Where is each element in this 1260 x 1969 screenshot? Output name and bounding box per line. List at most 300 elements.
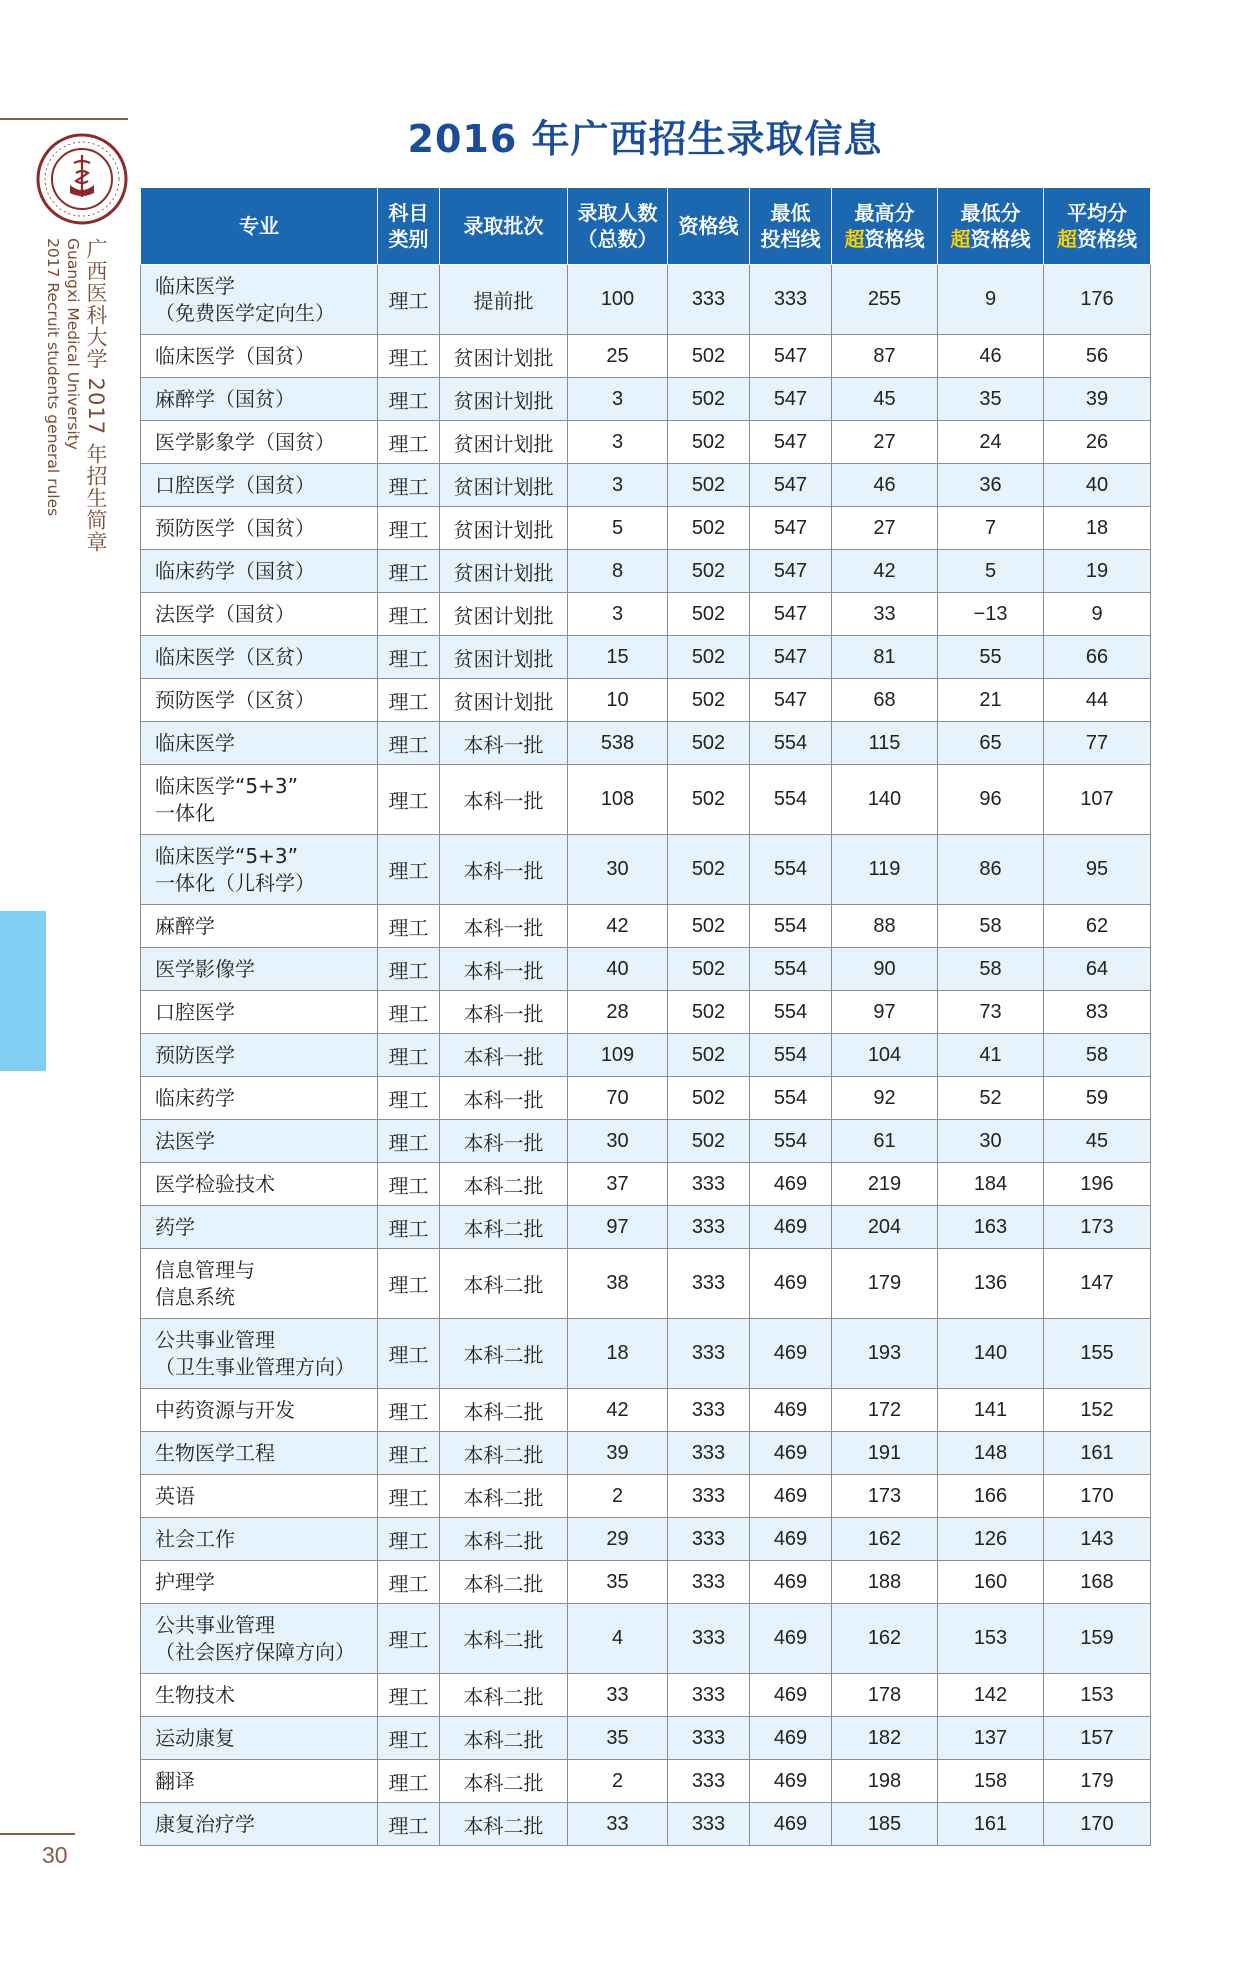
cell-qual: 502 (668, 464, 750, 507)
cell-low: 137 (938, 1717, 1044, 1760)
cell-major (141, 1120, 378, 1163)
cell-min: 554 (750, 722, 832, 765)
cell-count: 3 (568, 378, 668, 421)
cell-qual: 502 (668, 335, 750, 378)
table-row (141, 1432, 1151, 1475)
table-header-row (141, 188, 1151, 265)
cell-avg: 18 (1044, 507, 1151, 550)
cell-qual: 502 (668, 421, 750, 464)
cell-max: 81 (832, 636, 938, 679)
cell-avg: 44 (1044, 679, 1151, 722)
cell-qual: 502 (668, 1034, 750, 1077)
cell-min: 547 (750, 593, 832, 636)
cell-max: 87 (832, 335, 938, 378)
cell-max: 88 (832, 905, 938, 948)
cell-cat: 理工 (378, 265, 440, 335)
cell-avg: 152 (1044, 1389, 1151, 1432)
cell-low: 136 (938, 1249, 1044, 1319)
cell-batch: 本科一批 (440, 1120, 568, 1163)
cell-min: 554 (750, 1120, 832, 1163)
cell-max: 179 (832, 1249, 938, 1319)
cell-count: 10 (568, 679, 668, 722)
cell-avg: 58 (1044, 1034, 1151, 1077)
side-caption (44, 238, 108, 553)
cell-qual: 333 (668, 1475, 750, 1518)
cell-cat: 理工 (378, 1206, 440, 1249)
cell-batch: 本科二批 (440, 1163, 568, 1206)
cell-major (141, 679, 378, 722)
cell-min: 469 (750, 1206, 832, 1249)
header-min-line: 最低 投档线 (750, 188, 832, 265)
cell-min: 469 (750, 1604, 832, 1674)
cell-major (141, 265, 378, 335)
cell-count: 33 (568, 1674, 668, 1717)
header-batch: 录取批次 (440, 188, 568, 265)
cell-avg: 56 (1044, 335, 1151, 378)
cell-avg: 176 (1044, 265, 1151, 335)
cell-batch: 本科一批 (440, 765, 568, 835)
major-line-1: 临床药学（国贫） (155, 558, 315, 583)
cell-low: 166 (938, 1475, 1044, 1518)
cell-count: 28 (568, 991, 668, 1034)
cell-batch: 贫困计划批 (440, 679, 568, 722)
cell-low: 52 (938, 1077, 1044, 1120)
cell-max: 45 (832, 378, 938, 421)
cell-count: 35 (568, 1717, 668, 1760)
major-line-1: 运动康复 (155, 1725, 235, 1750)
cell-batch: 本科二批 (440, 1389, 568, 1432)
cell-min: 469 (750, 1475, 832, 1518)
cell-batch: 贫困计划批 (440, 378, 568, 421)
cell-cat: 理工 (378, 765, 440, 835)
cell-cat: 理工 (378, 636, 440, 679)
major-line-1: 翻译 (155, 1768, 195, 1793)
table-row (141, 835, 1151, 905)
major-line-1: 临床医学“5+3” (155, 843, 298, 868)
cell-avg: 40 (1044, 464, 1151, 507)
cell-avg: 155 (1044, 1319, 1151, 1389)
cell-major (141, 1432, 378, 1475)
major-line-1: 法医学（国贫） (155, 601, 295, 626)
cell-cat: 理工 (378, 1475, 440, 1518)
major-line-1: 医学检验技术 (155, 1171, 275, 1196)
cell-max: 140 (832, 765, 938, 835)
major-line-1: 法医学 (155, 1128, 215, 1153)
cell-count: 3 (568, 593, 668, 636)
cell-avg: 64 (1044, 948, 1151, 991)
cell-batch: 本科二批 (440, 1206, 568, 1249)
cell-count: 35 (568, 1561, 668, 1604)
table-row (141, 265, 1151, 335)
table-row (141, 464, 1151, 507)
table-row (141, 905, 1151, 948)
table-row (141, 1249, 1151, 1319)
cell-major (141, 991, 378, 1034)
cell-major (141, 1674, 378, 1717)
cell-avg: 39 (1044, 378, 1151, 421)
cell-avg: 77 (1044, 722, 1151, 765)
cell-max: 61 (832, 1120, 938, 1163)
cell-cat: 理工 (378, 1674, 440, 1717)
top-rule (0, 118, 128, 120)
cell-min: 547 (750, 507, 832, 550)
cell-max: 162 (832, 1604, 938, 1674)
cell-count: 40 (568, 948, 668, 991)
cell-avg: 26 (1044, 421, 1151, 464)
side-caption-en1: Guangxi Medical University (64, 238, 82, 450)
major-line-1: 生物技术 (155, 1682, 235, 1707)
cell-min: 469 (750, 1163, 832, 1206)
cell-qual: 333 (668, 1319, 750, 1389)
cell-major (141, 1389, 378, 1432)
cell-qual: 333 (668, 1206, 750, 1249)
major-line-1: 社会工作 (155, 1526, 235, 1551)
cell-major (141, 835, 378, 905)
cell-max: 33 (832, 593, 938, 636)
cell-min: 547 (750, 378, 832, 421)
cell-low: 7 (938, 507, 1044, 550)
cell-low: 184 (938, 1163, 1044, 1206)
major-line-1: 预防医学（国贫） (155, 515, 315, 540)
cell-count: 15 (568, 636, 668, 679)
table-row (141, 335, 1151, 378)
major-line-1: 临床医学（国贫） (155, 343, 315, 368)
major-line-1: 临床医学（区贫） (155, 644, 315, 669)
cell-major (141, 1249, 378, 1319)
cell-cat: 理工 (378, 421, 440, 464)
cell-max: 27 (832, 507, 938, 550)
cell-avg: 168 (1044, 1561, 1151, 1604)
major-line-1: 药学 (155, 1214, 195, 1239)
cell-qual: 502 (668, 991, 750, 1034)
admission-table (140, 187, 1151, 1846)
cell-max: 27 (832, 421, 938, 464)
cell-cat: 理工 (378, 1120, 440, 1163)
major-line-1: 中药资源与开发 (155, 1397, 295, 1422)
cell-count: 18 (568, 1319, 668, 1389)
cell-max: 68 (832, 679, 938, 722)
cell-cat: 理工 (378, 835, 440, 905)
table-row (141, 421, 1151, 464)
cell-qual: 502 (668, 593, 750, 636)
major-line-1: 临床医学 (155, 273, 235, 298)
cell-batch: 贫困计划批 (440, 421, 568, 464)
cell-max: 193 (832, 1319, 938, 1389)
cell-max: 255 (832, 265, 938, 335)
cell-count: 5 (568, 507, 668, 550)
cell-major (141, 1206, 378, 1249)
cell-major (141, 905, 378, 948)
cell-min: 547 (750, 636, 832, 679)
cell-count: 25 (568, 335, 668, 378)
cell-major (141, 335, 378, 378)
cell-max: 191 (832, 1432, 938, 1475)
cell-max: 90 (832, 948, 938, 991)
cell-max: 97 (832, 991, 938, 1034)
table-row (141, 1034, 1151, 1077)
cell-avg: 179 (1044, 1760, 1151, 1803)
cell-low: 35 (938, 378, 1044, 421)
cell-max: 173 (832, 1475, 938, 1518)
cell-min: 469 (750, 1717, 832, 1760)
cell-batch: 本科一批 (440, 905, 568, 948)
cell-cat: 理工 (378, 507, 440, 550)
cell-major (141, 1319, 378, 1389)
cell-min: 547 (750, 679, 832, 722)
cell-qual: 502 (668, 765, 750, 835)
header-low-score: 最低分 超资格线 (938, 188, 1044, 265)
cell-cat: 理工 (378, 1803, 440, 1846)
cell-avg: 196 (1044, 1163, 1151, 1206)
major-line-1: 预防医学（区贫） (155, 687, 315, 712)
cell-avg: 153 (1044, 1674, 1151, 1717)
cell-min: 547 (750, 464, 832, 507)
cell-count: 2 (568, 1475, 668, 1518)
cell-avg: 45 (1044, 1120, 1151, 1163)
cell-low: 58 (938, 905, 1044, 948)
cell-count: 30 (568, 835, 668, 905)
cell-avg: 147 (1044, 1249, 1151, 1319)
cell-major (141, 421, 378, 464)
cell-cat: 理工 (378, 378, 440, 421)
cell-cat: 理工 (378, 1389, 440, 1432)
side-caption-cn: 广西医科大学 2017 年招生简章 (84, 238, 108, 553)
cell-min: 547 (750, 335, 832, 378)
table-row (141, 1389, 1151, 1432)
cell-avg: 83 (1044, 991, 1151, 1034)
cell-cat: 理工 (378, 1760, 440, 1803)
cell-batch: 本科二批 (440, 1561, 568, 1604)
cell-min: 554 (750, 1077, 832, 1120)
cell-batch: 本科二批 (440, 1803, 568, 1846)
cell-max: 219 (832, 1163, 938, 1206)
cell-batch: 本科一批 (440, 1034, 568, 1077)
cell-count: 8 (568, 550, 668, 593)
table-row (141, 1717, 1151, 1760)
cell-max: 172 (832, 1389, 938, 1432)
table-row (141, 550, 1151, 593)
cell-avg: 107 (1044, 765, 1151, 835)
cell-cat: 理工 (378, 1077, 440, 1120)
cell-cat: 理工 (378, 1432, 440, 1475)
cell-low: 46 (938, 335, 1044, 378)
major-line-2: 一体化（儿科学） (155, 870, 315, 895)
cell-batch: 本科一批 (440, 948, 568, 991)
cell-count: 39 (568, 1432, 668, 1475)
major-line-1: 临床药学 (155, 1085, 235, 1110)
cell-max: 115 (832, 722, 938, 765)
cell-min: 554 (750, 948, 832, 991)
table-row (141, 636, 1151, 679)
major-line-1: 医学影像学 (155, 956, 255, 981)
cell-batch: 本科一批 (440, 991, 568, 1034)
cell-qual: 502 (668, 507, 750, 550)
cell-count: 33 (568, 1803, 668, 1846)
cell-min: 554 (750, 765, 832, 835)
cell-low: −13 (938, 593, 1044, 636)
cell-major (141, 1561, 378, 1604)
cell-qual: 502 (668, 835, 750, 905)
cell-max: 46 (832, 464, 938, 507)
cell-min: 554 (750, 835, 832, 905)
table-row (141, 378, 1151, 421)
cell-count: 97 (568, 1206, 668, 1249)
cell-qual: 502 (668, 722, 750, 765)
cell-qual: 502 (668, 905, 750, 948)
cell-low: 73 (938, 991, 1044, 1034)
cell-avg: 159 (1044, 1604, 1151, 1674)
major-line-1: 康复治疗学 (155, 1811, 255, 1836)
cell-avg: 170 (1044, 1475, 1151, 1518)
cell-cat: 理工 (378, 722, 440, 765)
cell-major (141, 636, 378, 679)
table-row (141, 948, 1151, 991)
bottom-rule (0, 1833, 75, 1835)
cell-count: 100 (568, 265, 668, 335)
cell-major (141, 1475, 378, 1518)
cell-qual: 333 (668, 1561, 750, 1604)
major-line-1: 预防医学 (155, 1042, 235, 1067)
cell-batch: 提前批 (440, 265, 568, 335)
cell-batch: 本科二批 (440, 1674, 568, 1717)
cell-batch: 本科一批 (440, 722, 568, 765)
cell-min: 547 (750, 550, 832, 593)
table-row (141, 722, 1151, 765)
major-line-2: （免费医学定向生） (155, 300, 335, 325)
cell-low: 163 (938, 1206, 1044, 1249)
page-title: 2016 年广西招生录取信息 (407, 117, 883, 161)
major-line-1: 信息管理与 (155, 1257, 255, 1282)
cell-max: 92 (832, 1077, 938, 1120)
cell-cat: 理工 (378, 991, 440, 1034)
cell-max: 119 (832, 835, 938, 905)
cell-major (141, 507, 378, 550)
cell-cat: 理工 (378, 1604, 440, 1674)
table-row (141, 1518, 1151, 1561)
cell-min: 469 (750, 1561, 832, 1604)
cell-qual: 502 (668, 1077, 750, 1120)
cell-cat: 理工 (378, 1163, 440, 1206)
cell-major (141, 1163, 378, 1206)
table-row (141, 1674, 1151, 1717)
cell-low: 36 (938, 464, 1044, 507)
cell-major (141, 1717, 378, 1760)
cell-avg: 95 (1044, 835, 1151, 905)
cell-count: 3 (568, 421, 668, 464)
table-row (141, 1604, 1151, 1674)
cell-qual: 333 (668, 1249, 750, 1319)
cell-batch: 本科二批 (440, 1717, 568, 1760)
cell-low: 55 (938, 636, 1044, 679)
cell-min: 469 (750, 1319, 832, 1389)
cell-qual: 333 (668, 265, 750, 335)
cell-batch: 本科一批 (440, 835, 568, 905)
cell-cat: 理工 (378, 593, 440, 636)
major-line-2: （卫生事业管理方向） (155, 1354, 355, 1379)
cell-min: 554 (750, 991, 832, 1034)
cell-batch: 本科二批 (440, 1518, 568, 1561)
cell-count: 108 (568, 765, 668, 835)
cell-min: 469 (750, 1249, 832, 1319)
cell-low: 158 (938, 1760, 1044, 1803)
cell-count: 4 (568, 1604, 668, 1674)
side-tab-marker (0, 911, 46, 1071)
cell-batch: 本科二批 (440, 1604, 568, 1674)
major-line-2: （社会医疗保障方向） (155, 1639, 355, 1664)
table-row (141, 1561, 1151, 1604)
cell-max: 104 (832, 1034, 938, 1077)
header-max-score: 最高分 超资格线 (832, 188, 938, 265)
side-caption-en2: 2017 Recruit students general rules (44, 238, 62, 517)
cell-max: 198 (832, 1760, 938, 1803)
cell-count: 538 (568, 722, 668, 765)
cell-cat: 理工 (378, 1249, 440, 1319)
table-row (141, 991, 1151, 1034)
cell-low: 5 (938, 550, 1044, 593)
cell-low: 58 (938, 948, 1044, 991)
cell-batch: 本科二批 (440, 1249, 568, 1319)
cell-major (141, 1760, 378, 1803)
major-line-1: 英语 (155, 1483, 195, 1508)
cell-low: 24 (938, 421, 1044, 464)
cell-batch: 贫困计划批 (440, 593, 568, 636)
major-line-1: 临床医学 (155, 730, 235, 755)
cell-max: 188 (832, 1561, 938, 1604)
table-row (141, 765, 1151, 835)
cell-batch: 贫困计划批 (440, 464, 568, 507)
cell-low: 41 (938, 1034, 1044, 1077)
cell-batch: 贫困计划批 (440, 636, 568, 679)
cell-count: 29 (568, 1518, 668, 1561)
cell-avg: 66 (1044, 636, 1151, 679)
cell-batch: 贫困计划批 (440, 550, 568, 593)
major-line-2: 信息系统 (155, 1284, 235, 1309)
cell-count: 37 (568, 1163, 668, 1206)
table-row (141, 1120, 1151, 1163)
cell-qual: 333 (668, 1389, 750, 1432)
cell-major (141, 1518, 378, 1561)
cell-qual: 333 (668, 1760, 750, 1803)
header-avg-score: 平均分 超资格线 (1044, 188, 1151, 265)
major-line-1: 麻醉学（国贫） (155, 386, 295, 411)
cell-avg: 19 (1044, 550, 1151, 593)
cell-low: 65 (938, 722, 1044, 765)
cell-max: 162 (832, 1518, 938, 1561)
cell-count: 38 (568, 1249, 668, 1319)
cell-cat: 理工 (378, 948, 440, 991)
cell-avg: 59 (1044, 1077, 1151, 1120)
cell-max: 42 (832, 550, 938, 593)
cell-qual: 333 (668, 1803, 750, 1846)
table-row (141, 1206, 1151, 1249)
cell-count: 42 (568, 1389, 668, 1432)
page-number: 30 (42, 1842, 68, 1868)
svg-text:1934: 1934 (73, 198, 91, 206)
cell-major (141, 593, 378, 636)
cell-avg: 157 (1044, 1717, 1151, 1760)
major-line-1: 公共事业管理 (155, 1612, 275, 1637)
cell-low: 142 (938, 1674, 1044, 1717)
header-major: 专业 (141, 188, 378, 265)
cell-avg: 62 (1044, 905, 1151, 948)
cell-cat: 理工 (378, 1034, 440, 1077)
major-line-1: 口腔医学（国贫） (155, 472, 315, 497)
cell-major (141, 464, 378, 507)
major-line-1: 临床医学“5+3” (155, 773, 298, 798)
cell-qual: 502 (668, 948, 750, 991)
cell-avg: 161 (1044, 1432, 1151, 1475)
cell-cat: 理工 (378, 1319, 440, 1389)
